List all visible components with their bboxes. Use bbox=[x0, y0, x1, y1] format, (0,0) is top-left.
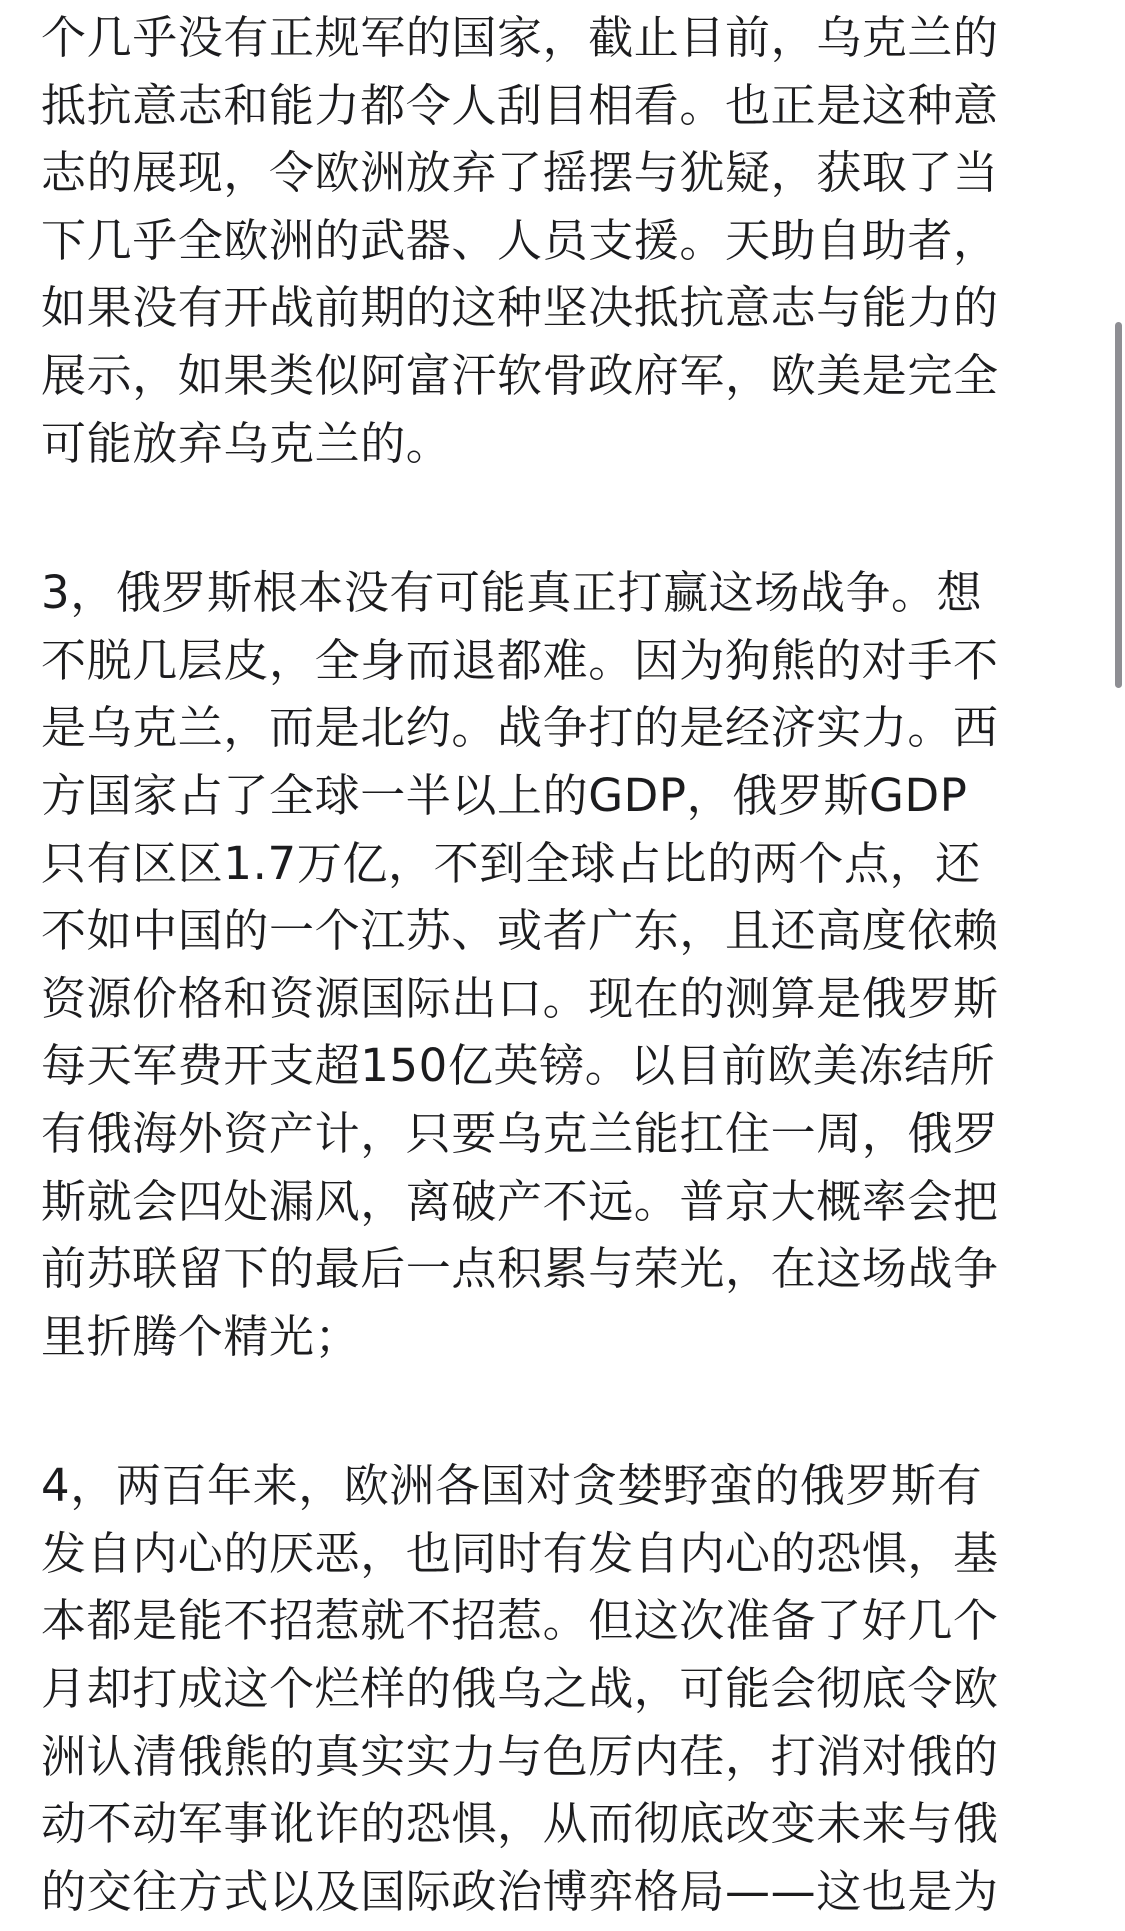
text-line: 志的展现，令欧洲放弃了摇摆与犹疑，获取了当 bbox=[41, 146, 999, 200]
text-line: 有俄海外资产计，只要乌克兰能扛住一周，俄罗 bbox=[41, 1106, 999, 1160]
text-line: 本都是能不招惹就不招惹。但这次准备了好几个 bbox=[41, 1594, 999, 1648]
text-line: 洲认清俄熊的真实实力与色厉内荏，打消对俄的 bbox=[41, 1729, 999, 1783]
paragraph-intro bbox=[41, 4, 1081, 477]
text-line: 如果没有开战前期的这种坚决抵抗意志与能力的 bbox=[41, 281, 999, 335]
paragraph-point-4 bbox=[41, 1452, 1081, 1925]
text-line: 方国家占了全球一半以上的GDP，俄罗斯GDP bbox=[41, 768, 968, 822]
text-line: 不脱几层皮，全身而退都难。因为狗熊的对手不 bbox=[41, 633, 999, 687]
text-line: 前苏联留下的最后一点积累与荣光，在这场战争 bbox=[41, 1242, 999, 1296]
text-line: 可能放弃乌克兰的。 bbox=[41, 416, 452, 470]
text-line: 动不动军事讹诈的恐惧，从而彻底改变未来与俄 bbox=[41, 1797, 999, 1851]
article-body bbox=[41, 0, 1081, 1925]
text-line: 发自内心的厌恶，也同时有发自内心的恐惧，基 bbox=[41, 1526, 999, 1580]
text-line: 是乌克兰，而是北约。战争打的是经济实力。西 bbox=[41, 701, 999, 755]
paragraph-spacer bbox=[41, 1370, 1081, 1452]
text-line: 斯就会四处漏风，离破产不远。普京大概率会把 bbox=[41, 1174, 999, 1228]
text-line: 的交往方式以及国际政治博弈格局——这也是为 bbox=[41, 1864, 999, 1918]
text-line: 个几乎没有正规军的国家，截止目前，乌克兰的 bbox=[41, 11, 999, 64]
paragraph-spacer bbox=[41, 477, 1081, 559]
text-line: 里折腾个精光； bbox=[41, 1309, 361, 1363]
vertical-scrollbar[interactable] bbox=[1115, 322, 1122, 688]
text-line: 4，两百年来，欧洲各国对贪婪野蛮的俄罗斯有 bbox=[41, 1459, 983, 1513]
text-line: 3，俄罗斯根本没有可能真正打赢这场战争。想 bbox=[41, 566, 983, 620]
text-line: 展示，如果类似阿富汗软骨政府军，欧美是完全 bbox=[41, 348, 999, 402]
paragraph-point-3 bbox=[41, 559, 1081, 1370]
text-line: 抵抗意志和能力都令人刮目相看。也正是这种意 bbox=[41, 78, 999, 132]
text-line: 下几乎全欧洲的武器、人员支援。天助自助者， bbox=[41, 213, 999, 267]
text-line: 只有区区1.7万亿，不到全球占比的两个点，还 bbox=[41, 836, 981, 890]
text-line: 资源价格和资源国际出口。现在的测算是俄罗斯 bbox=[41, 971, 999, 1025]
text-line: 不如中国的一个江苏、或者广东，且还高度依赖 bbox=[41, 904, 999, 958]
text-line: 月却打成这个烂样的俄乌之战，可能会彻底令欧 bbox=[41, 1662, 999, 1716]
text-line: 每天军费开支超150亿英镑。以目前欧美冻结所 bbox=[41, 1039, 996, 1093]
